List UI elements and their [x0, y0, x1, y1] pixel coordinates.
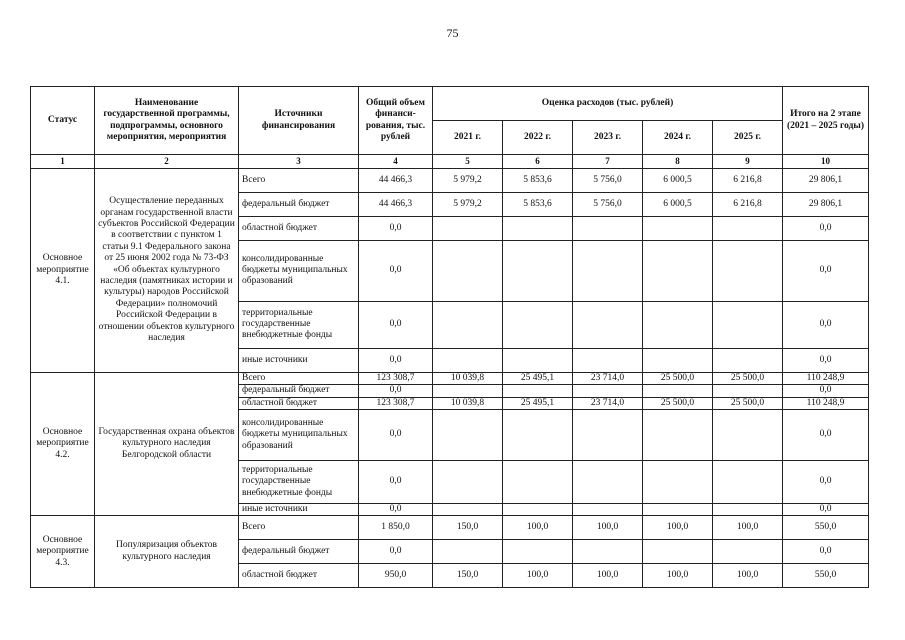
- year-2021-cell: 10 039,8: [433, 397, 503, 409]
- year-2021-cell: [433, 409, 503, 460]
- year-2025-cell: 100,0: [713, 516, 783, 540]
- total-volume-cell: 0,0: [359, 460, 433, 503]
- budget-table-body: [31, 168, 869, 588]
- year-2024-cell: [643, 460, 713, 503]
- column-number: 7: [573, 155, 643, 169]
- stage-total-cell: 550,0: [783, 564, 869, 588]
- year-2025-cell: [713, 503, 783, 515]
- table-row: [31, 168, 869, 192]
- source-cell: Всего: [239, 372, 359, 384]
- column-number: 5: [433, 155, 503, 169]
- header-name: Наименование государственной программы, подпрограммы, основного мероприятия, мероприятия: [95, 87, 239, 155]
- year-2025-cell: [713, 460, 783, 503]
- column-number: 3: [239, 155, 359, 169]
- year-2022-cell: 5 853,6: [503, 192, 573, 216]
- source-cell: областной бюджет: [239, 397, 359, 409]
- year-2024-cell: [643, 348, 713, 372]
- stage-total-cell: 110 248,9: [783, 397, 869, 409]
- total-volume-cell: 0,0: [359, 503, 433, 515]
- table-row: [31, 372, 869, 384]
- year-2024-cell: [643, 216, 713, 240]
- stage-total-cell: 29 806,1: [783, 168, 869, 192]
- source-cell: федеральный бюджет: [239, 385, 359, 397]
- column-number-row: [31, 155, 869, 169]
- header-year: 2021 г.: [433, 121, 503, 155]
- total-volume-cell: 123 308,7: [359, 372, 433, 384]
- year-2025-cell: 6 216,8: [713, 168, 783, 192]
- stage-total-cell: 110 248,9: [783, 372, 869, 384]
- stage-total-cell: 0,0: [783, 385, 869, 397]
- year-2021-cell: [433, 460, 503, 503]
- activity-name-cell: Популяризация объектов культурного наследия: [95, 516, 239, 588]
- source-cell: федеральный бюджет: [239, 192, 359, 216]
- column-number: 1: [31, 155, 95, 169]
- year-2021-cell: 150,0: [433, 564, 503, 588]
- header-status: Статус: [31, 87, 95, 155]
- source-cell: Всего: [239, 516, 359, 540]
- column-number: 4: [359, 155, 433, 169]
- year-2023-cell: 100,0: [573, 516, 643, 540]
- stage-total-cell: 0,0: [783, 301, 869, 348]
- year-2024-cell: [643, 503, 713, 515]
- page-number: 75: [446, 26, 459, 40]
- source-cell: консолидированные бюджеты муниципальных образований: [239, 240, 359, 301]
- status-cell: Основное мероприятие 4.3.: [31, 516, 95, 588]
- year-2024-cell: 100,0: [643, 516, 713, 540]
- year-2024-cell: 6 000,5: [643, 168, 713, 192]
- total-volume-cell: 0,0: [359, 385, 433, 397]
- stage-total-cell: 0,0: [783, 460, 869, 503]
- year-2024-cell: [643, 540, 713, 564]
- year-2025-cell: [713, 348, 783, 372]
- year-2025-cell: 25 500,0: [713, 397, 783, 409]
- total-volume-cell: 44 466,3: [359, 192, 433, 216]
- header-year: 2024 г.: [643, 121, 713, 155]
- year-2025-cell: [713, 540, 783, 564]
- year-2023-cell: [573, 503, 643, 515]
- year-2023-cell: 23 714,0: [573, 372, 643, 384]
- year-2022-cell: 25 495,1: [503, 372, 573, 384]
- year-2021-cell: 150,0: [433, 516, 503, 540]
- year-2022-cell: [503, 385, 573, 397]
- year-2024-cell: [643, 409, 713, 460]
- header-year: 2025 г.: [713, 121, 783, 155]
- year-2023-cell: [573, 540, 643, 564]
- year-2022-cell: [503, 503, 573, 515]
- year-2025-cell: [713, 409, 783, 460]
- column-number: 6: [503, 155, 573, 169]
- year-2021-cell: [433, 503, 503, 515]
- year-2022-cell: [503, 540, 573, 564]
- stage-total-cell: 0,0: [783, 409, 869, 460]
- header-sources: Источники финансирования: [239, 87, 359, 155]
- source-cell: иные источники: [239, 348, 359, 372]
- total-volume-cell: 0,0: [359, 216, 433, 240]
- total-volume-cell: 44 466,3: [359, 168, 433, 192]
- year-2025-cell: 6 216,8: [713, 192, 783, 216]
- year-2024-cell: [643, 385, 713, 397]
- stage-total-cell: 0,0: [783, 240, 869, 301]
- total-volume-cell: 123 308,7: [359, 397, 433, 409]
- table-row: [31, 516, 869, 540]
- year-2021-cell: [433, 385, 503, 397]
- year-2025-cell: 25 500,0: [713, 372, 783, 384]
- year-2021-cell: [433, 348, 503, 372]
- year-2024-cell: 6 000,5: [643, 192, 713, 216]
- column-number: 10: [783, 155, 869, 169]
- stage-total-cell: 0,0: [783, 348, 869, 372]
- year-2021-cell: 10 039,8: [433, 372, 503, 384]
- source-cell: консолидированные бюджеты муниципальных образований: [239, 409, 359, 460]
- source-cell: областной бюджет: [239, 216, 359, 240]
- stage-total-cell: 0,0: [783, 540, 869, 564]
- year-2022-cell: [503, 216, 573, 240]
- year-2021-cell: [433, 301, 503, 348]
- source-cell: областной бюджет: [239, 564, 359, 588]
- year-2021-cell: 5 979,2: [433, 168, 503, 192]
- source-cell: территориальные государственные внебюджетные фонды: [239, 460, 359, 503]
- status-cell: Основное мероприятие 4.1.: [31, 168, 95, 372]
- year-2025-cell: [713, 385, 783, 397]
- year-2025-cell: 100,0: [713, 564, 783, 588]
- year-2023-cell: 100,0: [573, 564, 643, 588]
- year-2023-cell: 5 756,0: [573, 192, 643, 216]
- year-2023-cell: [573, 216, 643, 240]
- budget-table: [30, 86, 869, 588]
- year-2021-cell: [433, 540, 503, 564]
- year-2023-cell: [573, 301, 643, 348]
- stage-total-cell: 0,0: [783, 503, 869, 515]
- year-2024-cell: 25 500,0: [643, 372, 713, 384]
- year-2022-cell: [503, 348, 573, 372]
- stage-total-cell: 29 806,1: [783, 192, 869, 216]
- year-2022-cell: 25 495,1: [503, 397, 573, 409]
- activity-name-cell: Государственная охрана объектов культурного наследия Белгородской области: [95, 372, 239, 516]
- year-2023-cell: [573, 460, 643, 503]
- year-2021-cell: [433, 216, 503, 240]
- year-2022-cell: [503, 301, 573, 348]
- header-year: 2023 г.: [573, 121, 643, 155]
- year-2024-cell: [643, 301, 713, 348]
- stage-total-cell: 550,0: [783, 516, 869, 540]
- column-number: 8: [643, 155, 713, 169]
- total-volume-cell: 0,0: [359, 348, 433, 372]
- year-2024-cell: [643, 240, 713, 301]
- total-volume-cell: 0,0: [359, 301, 433, 348]
- total-volume-cell: 0,0: [359, 540, 433, 564]
- total-volume-cell: 950,0: [359, 564, 433, 588]
- year-2022-cell: 5 853,6: [503, 168, 573, 192]
- year-2022-cell: 100,0: [503, 564, 573, 588]
- year-2023-cell: [573, 240, 643, 301]
- year-2025-cell: [713, 240, 783, 301]
- year-2023-cell: 5 756,0: [573, 168, 643, 192]
- header-year: 2022 г.: [503, 121, 573, 155]
- year-2025-cell: [713, 216, 783, 240]
- status-cell: Основное мероприятие 4.2.: [31, 372, 95, 516]
- column-number: 2: [95, 155, 239, 169]
- year-2023-cell: [573, 409, 643, 460]
- total-volume-cell: 0,0: [359, 409, 433, 460]
- year-2023-cell: [573, 348, 643, 372]
- year-2024-cell: 100,0: [643, 564, 713, 588]
- year-2021-cell: [433, 240, 503, 301]
- source-cell: иные источники: [239, 503, 359, 515]
- header-total-volume: Общий объем финанси-рования, тыс. рублей: [359, 87, 433, 155]
- header-estimate: Оценка расходов (тыс. рублей): [433, 87, 783, 121]
- source-cell: Всего: [239, 168, 359, 192]
- total-volume-cell: 0,0: [359, 240, 433, 301]
- year-2022-cell: [503, 240, 573, 301]
- year-2022-cell: [503, 460, 573, 503]
- year-2024-cell: 25 500,0: [643, 397, 713, 409]
- year-2023-cell: 23 714,0: [573, 397, 643, 409]
- year-2021-cell: 5 979,2: [433, 192, 503, 216]
- year-2023-cell: [573, 385, 643, 397]
- source-cell: федеральный бюджет: [239, 540, 359, 564]
- source-cell: территориальные государственные внебюджетные фонды: [239, 301, 359, 348]
- year-2025-cell: [713, 301, 783, 348]
- total-volume-cell: 1 850,0: [359, 516, 433, 540]
- activity-name-cell: Осуществление переданных органам государственной власти субъектов Российской Федерации в соответствии с пунктом 1 статьи 9.1 Федерального закона от 25 июня 2002 года № 73-ФЗ «Об объектах культурного наследия (памятниках истории и культуры) народов Российской Федерации» полномочий Российской Федерации в отношении объектов культурного наследия: [95, 168, 239, 372]
- header-stage-total: Итого на 2 этапе (2021 – 2025 годы): [783, 87, 869, 155]
- year-2022-cell: [503, 409, 573, 460]
- stage-total-cell: 0,0: [783, 216, 869, 240]
- year-2022-cell: 100,0: [503, 516, 573, 540]
- column-number: 9: [713, 155, 783, 169]
